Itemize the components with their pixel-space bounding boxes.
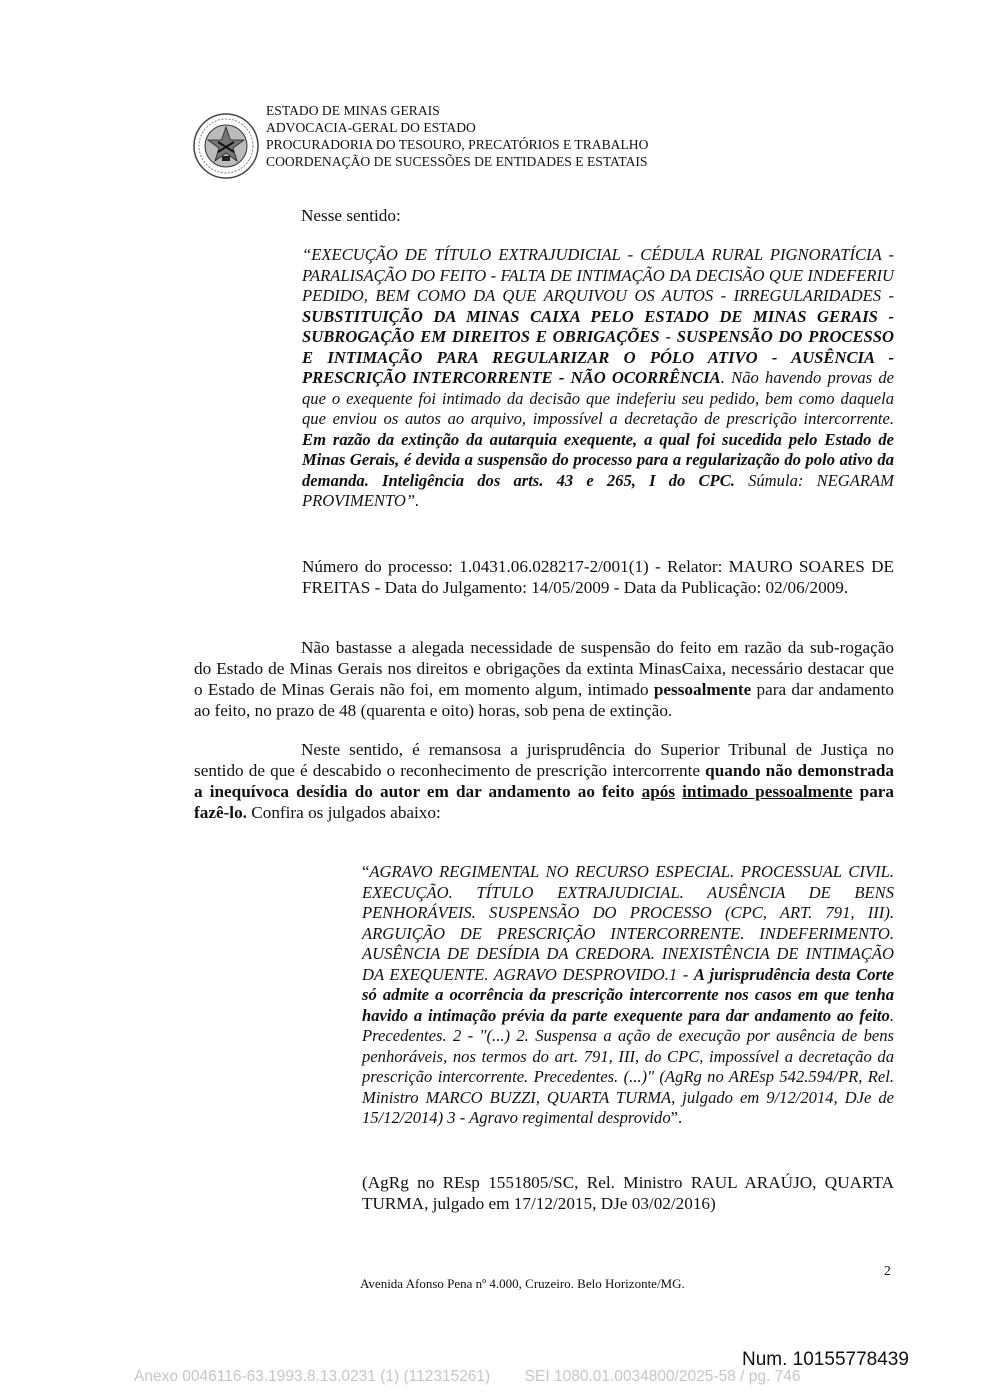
letterhead-office: PROCURADORIA DO TESOURO, PRECATÓRIOS E TRABALHO — [266, 137, 649, 152]
paragraph-jurisprudence — [194, 739, 894, 823]
intro-line: Nesse sentido: — [301, 206, 401, 225]
quote2-text-b: . Precedentes. 2 - "(...) 2. Suspensa a ação de execução por ausência de bens penhoráveis, nos termos do art. 791, III, do CPC, impossível a decretação da prescrição intercorrente. Precedentes. (...)" (AgRg no AREsp 542.594/PR, Rel. Ministro MARCO BUZZI, QUARTA TURMA, julgado em 9/12/2014, DJe de 15/12/2014) 3 - Agravo regimental desprovido — [362, 1005, 894, 1127]
para1-text-a: Não bastasse a alegada necessidade de suspensão do feito em razão da sub-rogação do Estado de Minas Gerais nos direitos e obrigações da extinta MinasCaixa, necessário destacar que o Estado de Minas Gerais não foi, em momento algum, intimado — [194, 638, 894, 699]
quote1-text-c: . Não havendo provas de que o exequente foi intimado da decisão que indeferiu seu pedido, bem como daquela que enviou os autos ao arquivo, impossível a decretação de prescrição intercorrente. — [302, 368, 894, 428]
quote2-bold: A jurisprudência desta Corte só admite a ocorrência da prescrição intercorrente nos casos em que tenha havido a intimação prévia da parte exequente para dar andamento ao feito — [362, 964, 894, 1025]
para2-underline-intimado: intimado pessoalmente — [682, 782, 853, 801]
para2-bold-b: para fazê-lo. — [194, 782, 895, 822]
citation-2: (AgRg no REsp 1551805/SC, Rel. Ministro RAUL ARAÚJO, QUARTA TURMA, julgado em 17/12/2015, DJe 03/02/2016) — [362, 1173, 894, 1213]
para2-text-b: Confira os julgados abaixo: — [246, 803, 441, 822]
para2-underline-apos: após — [641, 782, 676, 801]
quote1-bold-b: SUSPENSÃO DO PROCESSO E INTIMAÇÃO PARA REGULARIZAR O PÓLO ATIVO - AUSÊNCIA - PRESCRIÇÃO INTERCORRENTE - NÃO OCORRÊNCIA — [302, 327, 894, 387]
letterhead-agency: ADVOCACIA-GERAL DO ESTADO — [266, 120, 476, 135]
para2-text-a: Neste sentido, é remansosa a jurisprudência do Superior Tribunal de Justiça no sentido de que é descabido o reconhecimento de prescrição intercorrente — [194, 740, 894, 780]
paragraph-suspension — [194, 637, 894, 721]
para1-text-b: para dar andamento ao feito, no prazo de 48 (quarenta e oito) horas, sob pena de extinção. — [194, 680, 894, 720]
quote2-text-a: AGRAVO REGIMENTAL NO RECURSO ESPECIAL. PROCESSUAL CIVIL. EXECUÇÃO. TÍTULO EXTRAJUDICIAL. AUSÊNCIA DE BENS PENHORÁVEIS. SUSPENSÃO DO PROCESSO (CPC, ART. 791, III). ARGUIÇÃO DE PRESCRIÇÃO INTERCORRENTE. INDEFERIMENTO. AUSÊNCIA DE DESÍDIA DA CREDORA. INEXISTÊNCIA DE INTIMAÇÃO DA EXEQUENTE. AGRAVO DESPROVIDO.1 - — [362, 862, 894, 984]
footer-address: Avenida Afonso Pena nº 4.000, Cruzeiro. Belo Horizonte/MG. — [360, 1276, 685, 1291]
jurisprudence-quote-1 — [302, 245, 894, 512]
letterhead-coordination: COORDENAÇÃO DE SUCESSÕES DE ENTIDADES E ESTATAIS — [266, 154, 648, 169]
process-reference: Número do processo: 1.0431.06.028217-2/001(1) - Relator: MAURO SOARES DE FREITAS - Data do Julgamento: 14/05/2009 - Data da Publicação: 02/06/2009. — [302, 557, 894, 597]
quote1-bold-c: Em razão da extinção da autarquia exequente, a qual foi sucedida pelo Estado de Minas Gerais, é devida a suspensão do processo para a regularização do polo ativo da demanda. Inteligência dos arts. 43 e 265, I do CPC. — [302, 429, 894, 490]
quote1-text-a: “EXECUÇÃO DE TÍTULO EXTRAJUDICIAL - CÉDULA RURAL PIGNORATÍCIA - PARALISAÇÃO DO FEITO - FALTA DE INTIMAÇÃO DA DECISÃO QUE INDEFERIU PEDIDO, BEM COMO DA QUE ARQUIVOU OS AUTOS - IRREGULARIDADES - — [302, 245, 894, 305]
para1-bold: pessoalmente — [653, 680, 752, 699]
para2-bold-a: quando não demonstrada a inequívoca desídia do autor em dar andamento ao feito — [194, 761, 894, 801]
letterhead — [266, 102, 648, 170]
quote1-text-d: Súmula: NEGARAM PROVIMENTO”. — [302, 470, 894, 510]
page-number: 2 — [884, 1263, 891, 1278]
state-seal-logo — [192, 112, 260, 180]
jurisprudence-quote-2: “AGRAVO REGIMENTAL NO RECURSO ESPECIAL. PROCESSUAL CIVIL. EXECUÇÃO. TÍTULO EXTRAJUDICIAL. AUSÊNCIA DE BENS PENHORÁVEIS. SUSPENSÃO DO PROCESSO (CPC, ART. 791, III). ARGUIÇÃO DE PRESCRIÇÃO INTERCORRENTE. INDEFERIMENTO. AUSÊNCIA DE DESÍDIA DA CREDORA. INEXISTÊNCIA DE INTIMAÇÃO DA EXEQUENTE. AGRAVO DESPROVIDO.1 - A jurisprudência desta Corte só admite a ocorrência da prescrição intercorrente nos casos em que tenha havido a intimação prévia da parte exequente para dar andamento ao feito. Precedentes. 2 - "(...) 2. Suspensa a ação de execução por ausência de bens penhoráveis, nos termos do art. 791, III, do CPC, impossível a decretação da prescrição intercorrente. Precedentes. (...)" (AgRg no AREsp 542.594/PR, Rel. Ministro MARCO BUZZI, QUARTA TURMA, julgado em 9/12/2014, DJe de 15/12/2014) 3 - Agravo regimental desprovido”. — [362, 862, 894, 1127]
quote1-bold-a: SUBSTITUIÇÃO DA MINAS CAIXA PELO ESTADO DE MINAS GERAIS - SUBROGAÇÃO EM DIREITOS E OBRIGAÇÕES — [302, 306, 894, 346]
letterhead-state: ESTADO DE MINAS GERAIS — [266, 103, 440, 118]
quote1-text-b: - — [659, 327, 677, 346]
document-number: Num. 10155778439 — [742, 1349, 909, 1370]
attachment-stamp: Anexo 0046116-63.1993.8.13.0231 (1) (112315261) SEI 1080.01.0034800/2025-58 / pg. 746 — [134, 1368, 801, 1385]
